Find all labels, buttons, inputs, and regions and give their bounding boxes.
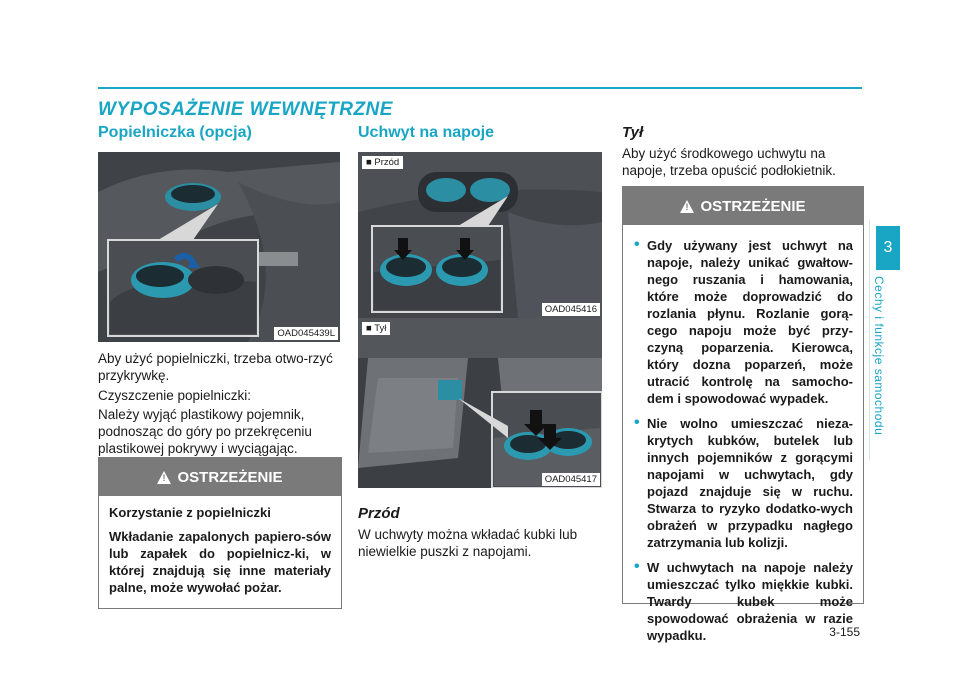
chapter-label-text: Cechy i funkcje samochodu (872, 276, 886, 436)
ashtray-paragraph-3: Należy wyjąć plastikowy pojemnik, podnosząc do góry po przekręceniu plastikowej pokrywy i wyciągając. (98, 407, 312, 456)
warning-bullet: • Nie wolno umieszczać nieza-krytych kubków, butelek lub innych pojemników z gorącymi napojami w uchwytach, gdy pojazd znajduje się w ruchu. Stwarza to ryzyko dodatko-wych obrażeń w przypadku nagłego zatrzymania lub kolizji. (633, 415, 853, 551)
warning-body (99, 496, 341, 609)
front-paragraph: W uchwyty można wkładać kubki lub niewielkie puszki z napojami. (358, 527, 578, 559)
figure-code: OAD045439L (274, 327, 338, 340)
section-title: WYPOSAŻENIE WEWNĘTRZNE (98, 99, 393, 120)
warning-bullet: • Gdy używany jest uchwyt na napoje, należy unikać gwałtow-nego ruszania i hamowania, które może doprowadzić do rozlania płynu. Rozlanie gorą-cego napoju może być przy-czyną poparzenia. Kierowca, który dozna poparzeń, może utracić kontrolę na samocho-dem i spowodować wypadek. (633, 237, 853, 407)
chapter-label (868, 276, 908, 456)
rear-paragraph: Aby użyć środkowego uchwytu na napoje, trzeba opuścić podłokietnik. (622, 146, 836, 178)
warning-body (623, 225, 863, 658)
rear-figure-code: OAD045417 (542, 473, 600, 486)
warning-header (99, 458, 341, 496)
warning-icon (157, 471, 171, 484)
warning-line-1: Korzystanie z popielniczki (109, 505, 271, 520)
ashtray-warning-box (98, 457, 342, 609)
front-cupholder-figure (358, 152, 602, 318)
warning-bullet: • W uchwytach na napoje należy umieszczać tylko miękkie kubki. Twardy kubek może spowodować obrażenia w razie wypadku. (633, 559, 853, 644)
page-number: 3-155 (829, 625, 860, 639)
front-subheading: Przód (358, 505, 400, 522)
warning-icon (680, 200, 694, 213)
warning-line-2: Wkładanie zapalonych papiero-sów lub zapałek do popielnicz-ki, w której znajdują się inne materiały palne, może wywołać pożar. (109, 529, 331, 595)
rear-subheading: Tył (622, 124, 644, 141)
warning-title: OSTRZEŻENIE (700, 197, 806, 215)
chapter-tab: 3 (876, 226, 900, 270)
rear-cupholder-figure (358, 318, 602, 488)
ashtray-figure (98, 152, 340, 342)
warning-header (623, 187, 863, 225)
warning-bullet-list (633, 237, 853, 644)
front-figure-code: OAD045416 (542, 303, 600, 316)
rear-figure-tag: ■ Tył (362, 322, 390, 335)
front-figure-tag: ■ Przód (362, 156, 403, 169)
ashtray-paragraph-1: Aby użyć popielniczki, trzeba otwo-rzyć przykrywkę. (98, 351, 333, 383)
warning-title: OSTRZEŻENIE (177, 468, 283, 486)
ashtray-paragraph-2: Czyszczenie popielniczki: (98, 388, 252, 403)
ashtray-heading: Popielniczka (opcja) (98, 124, 252, 141)
header-rule (98, 87, 862, 89)
cupholder-heading: Uchwyt na napoje (358, 124, 495, 141)
